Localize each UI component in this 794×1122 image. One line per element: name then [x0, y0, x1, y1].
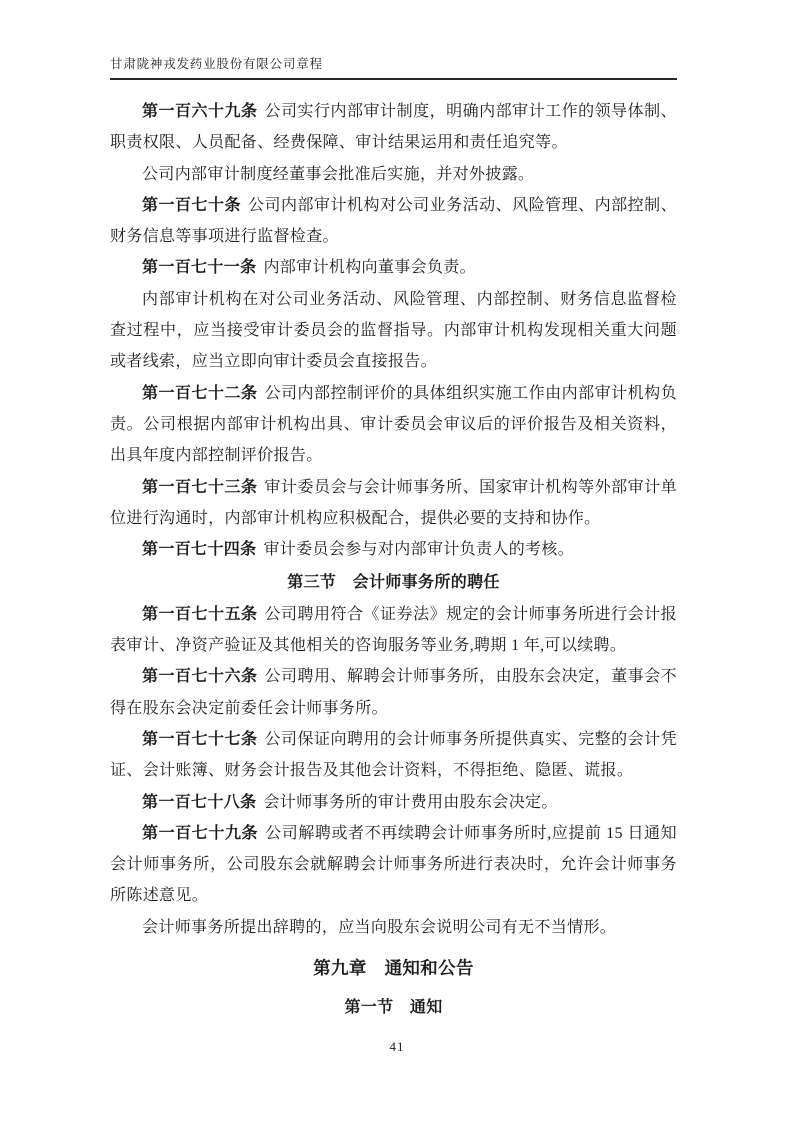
article-text: 公司内部审计机构对公司业务活动、风险管理、内部控制、财务信息等事项进行监督检查。: [110, 196, 677, 246]
article-text: 审计委员会参与对内部审计负责人的考核。: [263, 541, 575, 559]
section-heading: 第三节 会计师事务所的聘任: [287, 574, 500, 592]
section-heading: 第一节 通知: [344, 999, 443, 1017]
article-text: 审计委员会与会计师事务所、国家审计机构等外部审计单位进行沟通时，内部审计机构应积极配合，提供必要的支持和协作。: [110, 478, 677, 527]
article-paragraph: [110, 599, 677, 662]
article-paragraph: [110, 787, 677, 818]
article-paragraph: [110, 661, 677, 724]
article-text: 公司保证向聘用的会计师事务所提供真实、完整的会计凭证、会计账簿、财务会计报告及其他会计资料，不得拒绝、隐匿、谎报。: [110, 730, 677, 780]
article-number: 第一百七十九条: [142, 824, 259, 842]
article-number: 第一百七十四条: [142, 541, 257, 559]
article-paragraph: [110, 190, 677, 253]
document-header: [110, 54, 677, 80]
article-number: 第一百七十一条: [142, 259, 257, 277]
article-number: 第一百六十九条: [142, 103, 258, 120]
chapter-heading: 第九章 通知和公告: [313, 958, 474, 979]
article-text: 公司实行内部审计制度，明确内部审计工作的领导体制、职责权限、人员配备、经费保障、审计结果运用和责任追究等。: [110, 103, 677, 152]
article-text: 公司解聘或者不再续聘会计师事务所时,应提前 15 日通知会计师事务所，公司股东会就解聘会计师事务所进行表决时，允许会计师事务所陈述意见。: [110, 824, 677, 905]
article-paragraph: [110, 252, 677, 283]
article-paragraph: [110, 534, 677, 565]
article-text: 公司聘用、解聘会计师事务所，由股东会决定，董事会不得在股东会决定前委任会计师事务所。: [110, 668, 677, 717]
article-number: 第一百七十八条: [142, 793, 257, 811]
page-footer: [0, 1038, 794, 1056]
article-number: 第一百七十六条: [142, 668, 258, 686]
body-paragraph: 公司内部审计制度经董事会批准后实施，并对外披露。: [142, 165, 535, 183]
article-number: 第一百七十三条: [142, 478, 258, 496]
article-paragraph: [110, 378, 677, 472]
article-paragraph: [110, 724, 677, 787]
article-number: 第一百七十七条: [142, 730, 258, 748]
body-paragraph: 内部审计机构在对公司业务活动、风险管理、内部控制、财务信息监督检查过程中，应当接受审计委员会的监督指导。内部审计机构发现相关重大问题或者线索，应当立即向审计委员会直接报告。: [110, 290, 677, 371]
article-paragraph: [110, 818, 677, 912]
page-number: 41: [389, 1039, 405, 1054]
body-paragraph: 会计师事务所提出辞聘的，应当向股东会说明公司有无不当情形。: [142, 918, 617, 936]
article-paragraph: [110, 472, 677, 535]
article-number: 第一百七十五条: [142, 605, 258, 623]
article-text: 公司聘用符合《证券法》规定的会计师事务所进行会计报表审计、净资产验证及其他相关的咨询服务等业务,聘期 1 年,可以续聘。: [110, 605, 677, 655]
article-number: 第一百七十条: [142, 196, 242, 214]
article-text: 公司内部控制评价的具体组织实施工作由内部审计机构负责。公司根据内部审计机构出具、审计委员会审议后的评价报告及相关资料，出具年度内部控制评价报告。: [110, 384, 677, 465]
document-body: [110, 96, 677, 1024]
article-paragraph: [110, 96, 677, 159]
article-text: 内部审计机构向董事会负责。: [263, 259, 477, 277]
article-text: 会计师事务所的审计费用由股东会决定。: [263, 793, 558, 811]
article-number: 第一百七十二条: [142, 384, 258, 402]
header-title: 甘肃陇神戎发药业股份有限公司章程: [110, 54, 677, 80]
